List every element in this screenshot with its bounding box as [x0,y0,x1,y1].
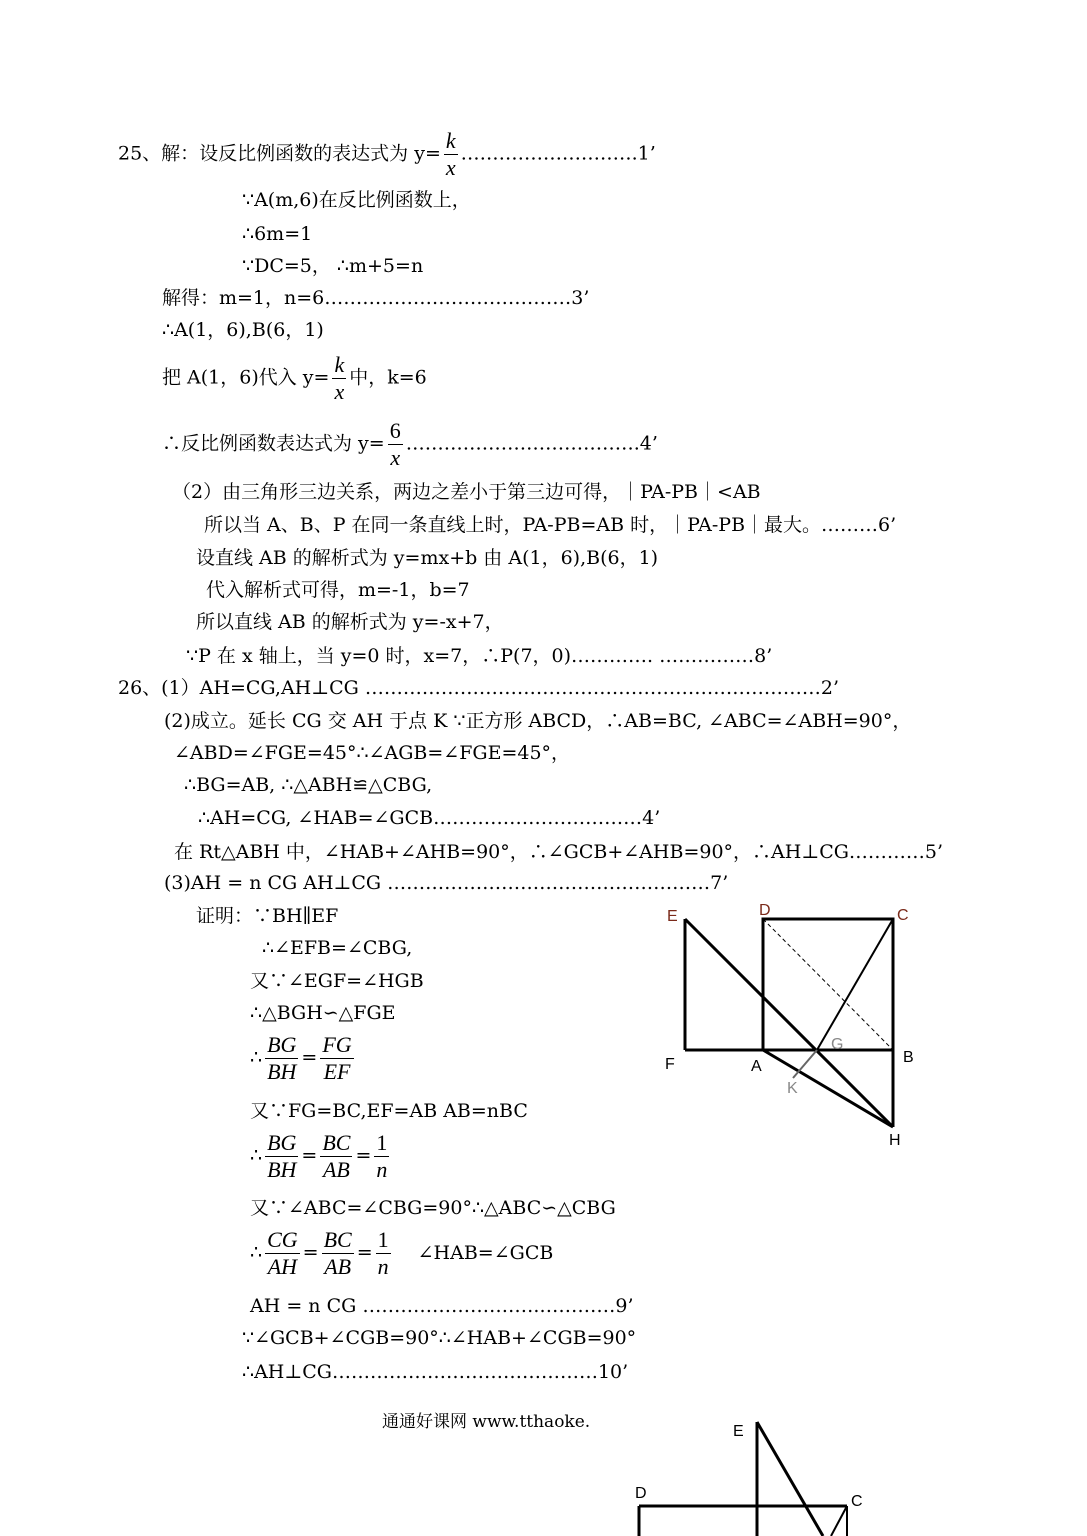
proof-line9: ∴ $\frac{CG}{AH}$ = $\frac{BC}{AB}$ = $\frac{1}{n}$ ∠HAB=∠GCB [250,1227,554,1279]
proof-line11: ∵∠GCB+∠CGB=90°∴∠HAB+∠CGB=90° [242,1327,637,1349]
fraction-1-n: $\frac{1}{n}$ [377,1227,389,1279]
fraction-bg-bh: $\frac{BG}{BH}$ [267,1032,297,1084]
geometry-figure-2 [625,1410,875,1536]
q25-line10: 所以当 A、B、P 在同一条直线上时，PA-PB=AB 时，｜PA-PB｜最大。………6’ [204,514,897,536]
q26-line2: (2)成立。延长 CG 交 AH 于点 K ∵正方形 ABCD，∴AB=BC, ∠ABC=∠ABH=90°， [164,710,912,732]
label-e: E [667,908,678,925]
label-g: G [831,1036,844,1053]
fraction-1-n: $\frac{1}{n}$ [376,1130,388,1182]
q25-line2: ∵A(m,6)在反比例函数上， [242,189,471,211]
q25-line12: 代入解析式可得，m=-1，b=7 [206,579,470,601]
q26-line1: 26、(1）AH=CG,AH⊥CG ………………………………………………………………2’ [118,677,840,699]
q25-line13: 所以直线 AB 的解析式为 y=-x+7， [196,611,504,633]
label-d: D [635,1485,647,1502]
fraction-fg-ef: $\frac{FG}{EF}$ [322,1032,352,1084]
fraction-bc-ab: $\frac{BC}{AB}$ [322,1130,351,1182]
proof-line12: ∴AH⊥CG……………………………………10’ [242,1361,629,1383]
fraction-k-over-x: $\frac{k}{x}$ [334,352,345,404]
label-f: F [665,1056,675,1073]
proof-line3: 又∵∠EGF=∠HGB [250,970,424,992]
fraction-6-over-x: $\frac{6}{x}$ [389,418,401,470]
label-c: C [897,907,909,924]
q26-line6: 在 Rt△ABH 中，∠HAB+∠AHB=90°，∴∠GCB+∠AHB=90°，∴AH⊥CG…………5’ [174,841,944,863]
label-k: K [787,1080,798,1097]
label-d: D [759,902,771,919]
q25-line1: 25、解：设反比例函数的表达式为 y= $\frac{k}{x}$ ……………………….1’ [118,128,656,180]
proof-line6: 又∵FG=BC,EF=AB AB=nBC [250,1100,528,1122]
q26-line4: ∴BG=AB, ∴△ABH≌△CBG, [184,774,433,796]
q25-line8: ∴反比例函数表达式为 y= $\frac{6}{x}$ ……………………………….4’ [162,418,658,470]
q25-line9: （2）由三角形三边关系，两边之差小于第三边可得，｜PA-PB｜<AB [172,481,761,503]
label-b: B [903,1049,914,1066]
segment-e-diag [757,1422,823,1536]
fraction-bg-bh: $\frac{BG}{BH}$ [267,1130,297,1182]
q25-line3: ∴6m=1 [242,223,313,245]
label-h: H [889,1132,901,1149]
q25-line5: 解得：m=1，n=6…………………………………3’ [162,287,590,309]
label-c: C [851,1493,863,1510]
proof-line8: 又∵∠ABC=∠CBG=90°∴△ABC∽△CBG [250,1197,616,1219]
segment-c-diag [831,1506,847,1536]
proof-line10: AH = n CG ……………………….…………9’ [250,1295,634,1317]
q25-line4: ∵DC=5， ∴m+5=n [242,255,424,277]
proof-line5: ∴ $\frac{BG}{BH}$ = $\frac{FG}{EF}$ [250,1032,352,1084]
label-a: A [751,1058,762,1075]
q26-line7: (3)AH = n CG AH⊥CG ……………………………………………7’ [164,872,729,894]
q25-line6: ∴A(1，6),B(6，1) [162,319,324,341]
fraction-cg-ah: $\frac{CG}{AH}$ [267,1227,298,1279]
proof-line1: 证明：∵BH∥EF [196,905,339,927]
proof-line2: ∴∠EFB=∠CBG, [262,937,413,959]
q26-line5: ∴AH=CG, ∠HAB=∠GCB……………………………4’ [198,807,661,829]
proof-line7: ∴ $\frac{BG}{BH}$ = $\frac{BC}{AB}$ = $\frac{1}{n}$ [250,1130,388,1182]
q25-line14: ∵P 在 x 轴上，当 y=0 时，x=7，∴P(7，0)…………. ……………8’ [186,645,773,667]
label-e: E [733,1423,744,1440]
q25-line11: 设直线 AB 的解析式为 y=mx+b 由 A(1，6),B(6，1) [196,547,659,569]
fraction-k-over-x: $\frac{k}{x}$ [445,128,456,180]
geometry-figure-1 [655,895,935,1155]
fraction-bc-ab: $\frac{BC}{AB}$ [323,1227,352,1279]
proof-line4: ∴△BGH∽△FGE [250,1002,396,1024]
q26-line3: ∠ABD=∠FGE=45°∴∠AGB=∠FGE=45°， [174,742,571,764]
footer-text: 通通好课网 www.tthaoke. [382,1412,591,1432]
q25-line7: 把 A(1，6)代入 y= $\frac{k}{x}$ 中，k=6 [162,352,427,404]
